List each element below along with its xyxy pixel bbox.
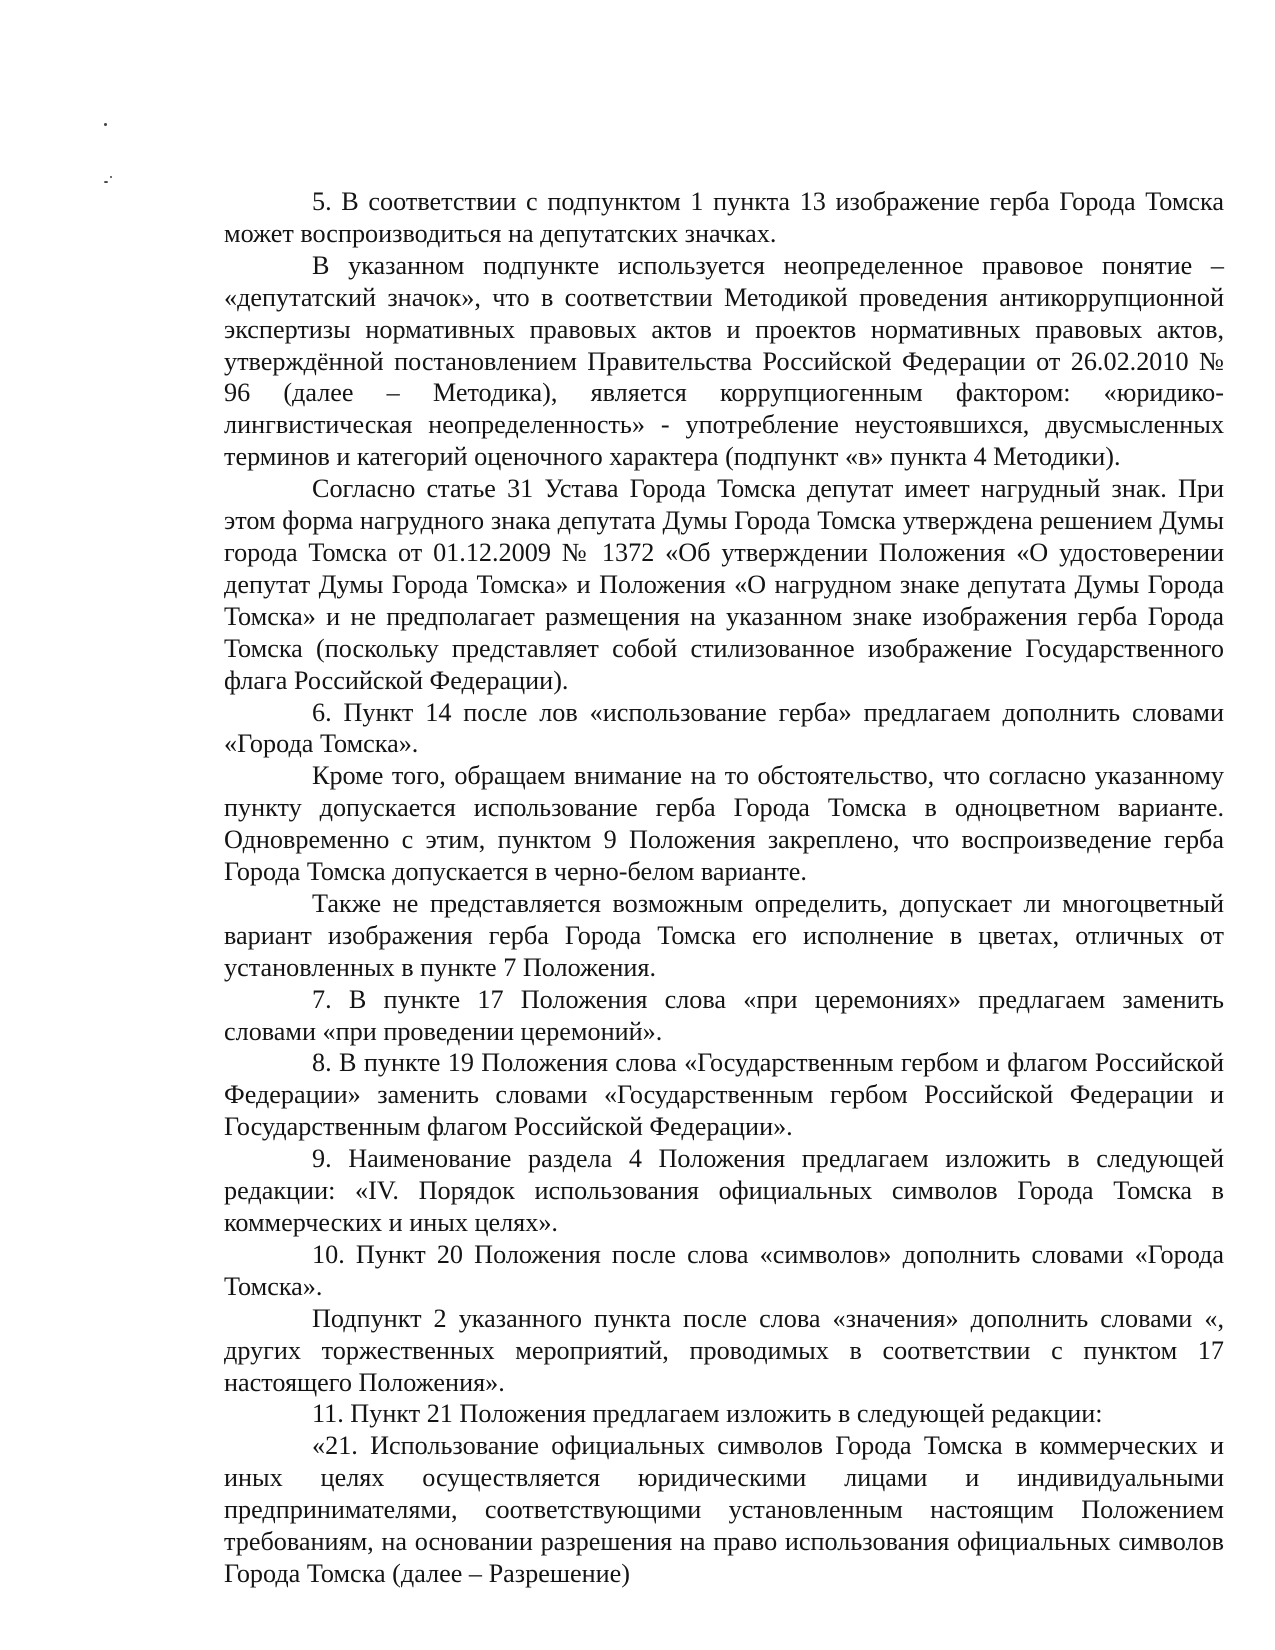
- paragraph-item-5-note: В указанном подпункте используется неопределенное правовое понятие – «депутатский значок», что в соответствии Методикой проведения антикоррупционной экспертизы нормативных правовых актов и проектов нормативных правовых актов, утверждённой постановлением Правительства Российской Федерации от 26.02.2010 № 96 (далее – Методика), является коррупциогенным фактором: «юридико-лингвистическая неопределенность» - употребление неустоявшихся, двусмысленных терминов и категорий оценочного характера (подпункт «в» пункта 4 Методики).: [224, 250, 1224, 472]
- scan-speck: [110, 176, 112, 178]
- paragraph-item-10-subpoint: Подпункт 2 указанного пункта после слова «значения» дополнить словами «, других торжественных мероприятий, проводимых в соответствии с пунктом 17 настоящего Положения».: [224, 1303, 1224, 1397]
- scan-speck: [104, 123, 107, 126]
- paragraph-item-9: 9. Наименование раздела 4 Положения предлагаем изложить в следующей редакции: «IV. Порядок использования официальных символов Города Томска в коммерческих и иных целях».: [224, 1144, 1224, 1237]
- paragraph-item-10: 10. Пункт 20 Положения после слова «символов» дополнить словами «Города Томска».: [224, 1239, 1224, 1301]
- paragraph-item-8: 8. В пункте 19 Положения слова «Государственным гербом и флагом Российской Федерации» заменить словами «Государственным гербом Российской Федерации и Государственным флагом Российской Федерации».: [224, 1048, 1224, 1142]
- paragraph-item-7: 7. В пункте 17 Положения слова «при церемониях» предлагаем заменить словами «при проведении церемоний».: [224, 984, 1224, 1046]
- paragraph-item-5: 5. В соответствии с подпунктом 1 пункта 13 изображение герба Города Томска может воспроизводиться на депутатских значках.: [224, 187, 1224, 248]
- paragraph-item-5-badge: Согласно статье 31 Устава Города Томска депутат имеет нагрудный знак. При этом форма нагрудного знака депутата Думы Города Томска утверждена решением Думы города Томска от 01.12.2009 № 1372 «Об утверждении Положения «О удостоверении депутат Думы Города Томска» и Положения «О нагрудном знаке депутата Думы Города Томска» и не предполагает размещения на указанном знаке изображения герба Города Томска (поскольку представляет собой стилизованное изображение Государственного флага Российской Федерации).: [224, 474, 1224, 695]
- paragraph-item-6: 6. Пункт 14 после лов «использование герба» предлагаем дополнить словами «Города Томска».: [224, 697, 1224, 759]
- paragraph-item-6-colors: Также не представляется возможным определить, допускает ли многоцветный вариант изображения герба Города Томска его исполнение в цветах, отличных от установленных в пункте 7 Положения.: [224, 888, 1224, 982]
- document-body: [224, 186, 1224, 1590]
- paragraph-item-6-note: Кроме того, обращаем внимание на то обстоятельство, что согласно указанному пункту допускается использование герба Города Томска в одноцветном варианте. Одновременно с этим, пунктом 9 Положения закреплено, что воспроизведение герба Города Томска допускается в черно-белом варианте.: [224, 761, 1224, 887]
- scan-speck: [104, 181, 108, 183]
- paragraph-item-11: 11. Пункт 21 Положения предлагаем изложить в следующей редакции:: [312, 1399, 1103, 1429]
- paragraph-item-11-text: «21. Использование официальных символов Города Томска в коммерческих и иных целях осуществляется юридическими лицами и индивидуальными предпринимателями, соответствующими установленным настоящим Положением требованиям, на основании разрешения на право использования официальных символов Города Томска (далее – Разрешение): [224, 1431, 1224, 1588]
